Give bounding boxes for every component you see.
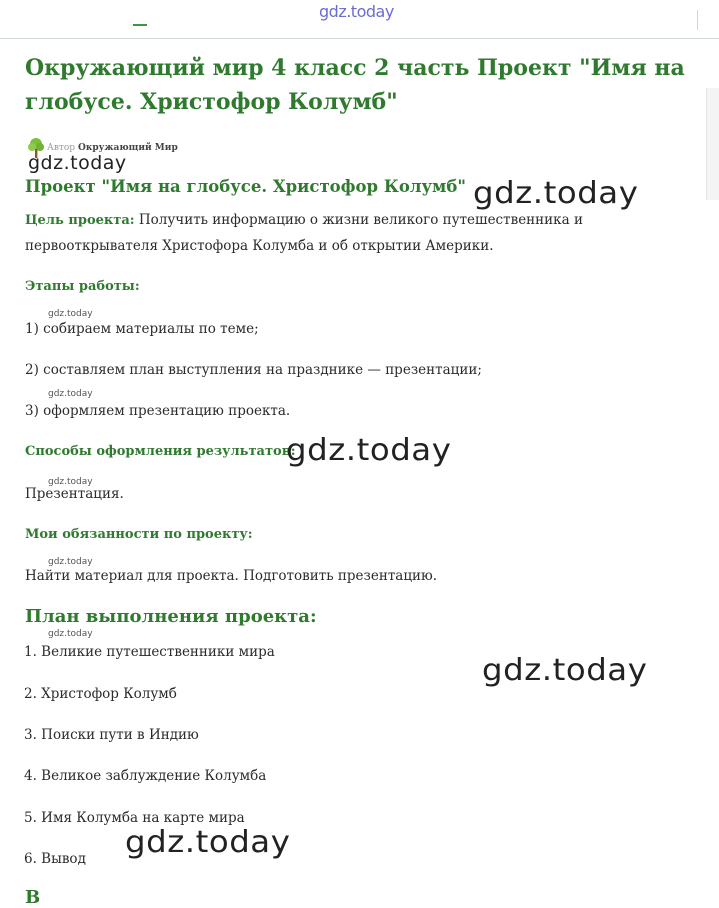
results-label: Способы оформления результатов: (25, 444, 296, 459)
author-prefix: Автор (47, 143, 76, 153)
plan-item: 6. Вывод (24, 851, 86, 867)
watermark: gdz.today (48, 389, 93, 399)
stage-item: 1) собираем материалы по теме; (25, 321, 259, 337)
duties-text: Найти материал для проекта. Подготовить презентацию. (25, 568, 438, 584)
watermark: gdz.today (28, 152, 127, 174)
watermark: gdz.today (48, 557, 93, 567)
goal-label: Цель проекта: (25, 213, 135, 228)
plan-item: 1. Великие путешественники мира (24, 644, 275, 660)
project-heading: Проект "Имя на глобусе. Христофор Колумб" (25, 177, 466, 196)
side-panel-edge (706, 88, 719, 200)
goal-line-1 (25, 207, 665, 234)
watermark: gdz.today (473, 176, 639, 211)
plan-item: 5. Имя Колумба на карте мира (24, 810, 245, 826)
watermark: gdz.today (48, 309, 93, 319)
next-heading-fragment: В (25, 887, 41, 908)
watermark: gdz.today (48, 477, 93, 487)
results-text: Презентация. (25, 486, 124, 502)
divider (697, 10, 698, 30)
watermark: gdz.today (48, 629, 93, 639)
stage-item: 3) оформляем презентацию проекта. (25, 403, 291, 419)
plan-item: 4. Великое заблуждение Колумба (24, 768, 267, 784)
watermark: gdz.today (286, 433, 452, 468)
goal-line-2: первооткрывателя Христофора Колумба и об открытии Америки. (25, 238, 494, 254)
watermark: gdz.today (125, 825, 291, 860)
goal-text-1: Получить информацию о жизни великого путешественника и (138, 212, 583, 228)
duties-label: Мои обязанности по проекту: (25, 527, 253, 542)
stages-label: Этапы работы: (25, 279, 140, 294)
page-title: Окружающий мир 4 класс 2 часть Проект "Имя на глобусе. Христофор Колумб" (25, 55, 685, 115)
watermark: gdz.today (482, 653, 648, 688)
stage-item: 2) составляем план выступления на празднике — презентации; (25, 362, 482, 378)
top-bar (0, 0, 719, 39)
plan-item: 2. Христофор Колумб (24, 686, 177, 702)
plan-heading: План выполнения проекта: (25, 606, 317, 627)
author-name[interactable]: Окружающий Мир (78, 143, 178, 153)
site-logo[interactable]: gdz.today (319, 2, 394, 21)
menu-dash-icon[interactable] (133, 24, 147, 26)
plan-item: 3. Поиски пути в Индию (24, 727, 199, 743)
